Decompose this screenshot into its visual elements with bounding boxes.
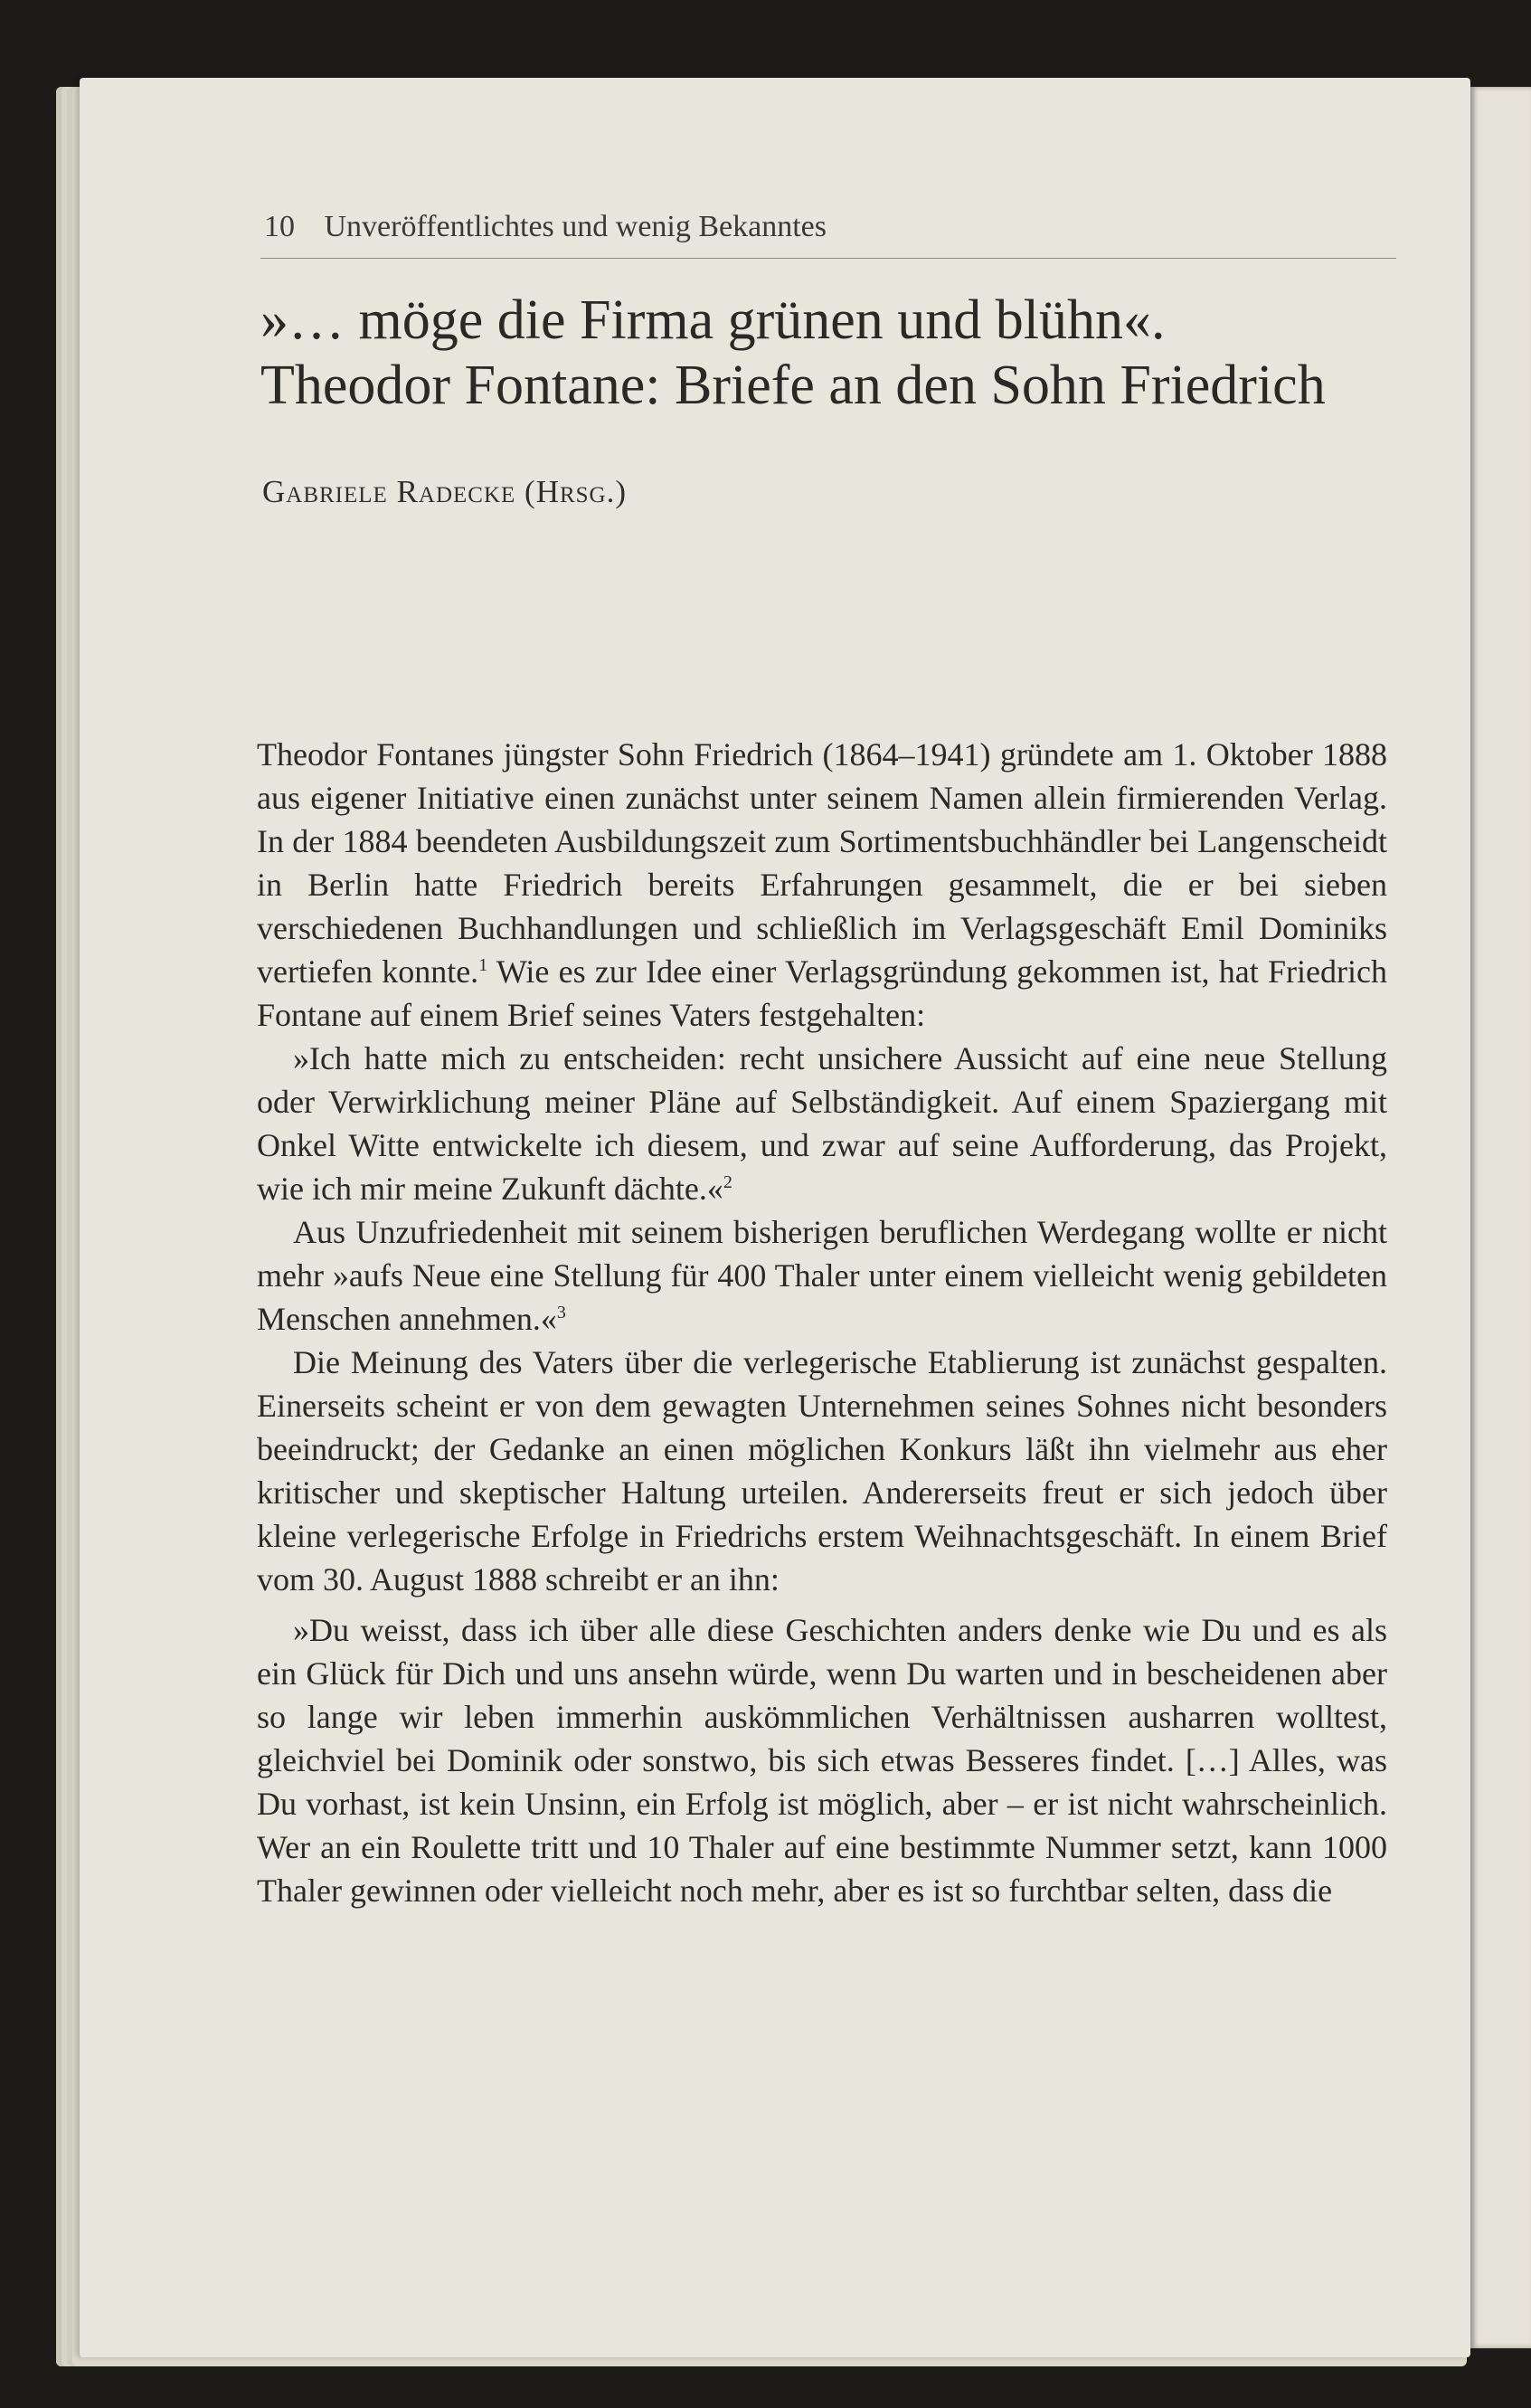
article-title xyxy=(260,288,1418,418)
author-role: (Hrsg.) xyxy=(525,474,628,509)
footnote-ref-1: 1 xyxy=(478,955,488,975)
author-line xyxy=(262,474,627,510)
quote-father-letter: »Du weisst, dass ich über alle diese Geschichten anders denke wie Du und es als ein Glück für Dich und uns ansehn würde, wenn Du warten und in bescheidenen aber so lange wir leben immerhin auskömmlichen Verhältnissen ausharren wolltest, gleichviel bei Dominik oder sonstwo, bis sich etwas Besseres findet. […] Alles, was Du vorhast, ist kein Unsinn, ein Erfolg ist möglich, aber – er ist nicht wahrscheinlich. Wer an ein Roulette tritt und 10 Thaler auf eine bestimmte Nummer setzt, kann 1000 Thaler gewinnen oder vielleicht noch mehr, aber es ist so furchtbar selten, dass die xyxy=(257,1612,1387,1909)
header-rule xyxy=(260,258,1396,259)
title-line-2: Theodor Fontane: Briefe an den Sohn Friedrich xyxy=(260,355,1326,416)
page-number: 10 xyxy=(264,210,295,243)
paragraph-father-opinion: Die Meinung des Vaters über die verlegerische Etablierung ist zunächst gespalten. Einerseits scheint er von dem gewagten Unternehmen seines Sohnes nicht besonders beeindruckt; der Gedanke an einen möglichen Konkurs läßt ihn vielmehr aus eher kritischer und skeptischer Haltung urteilen. Andererseits freut er sich jedoch über kleine verlegerische Erfolge in Friedrichs erstem Weihnachtsgeschäft. In einem Brief vom 30. August 1888 schreibt er an ihn: xyxy=(257,1344,1387,1597)
running-header xyxy=(264,210,1394,244)
footnote-ref-2: 2 xyxy=(723,1172,732,1192)
running-title: Unveröffentlichtes und wenig Bekanntes xyxy=(324,210,827,243)
quote-friedrich: »Ich hatte mich zu entscheiden: recht unsichere Aussicht auf eine neue Stellung oder Verwirklichung meiner Pläne auf Selbständigkeit. Auf einem Spaziergang mit Onkel Witte entwickelte ich diesem, und zwar auf seine Aufforderung, das Projekt, wie ich mir meine Zukunft dächte.«$^2$ xyxy=(257,1040,1387,1207)
author-name: Gabriele Radecke xyxy=(262,474,516,509)
paragraph-dissatisfaction: Aus Unzufriedenheit mit seinem bisherigen beruflichen Werdegang wollte er nicht mehr »aufs Neue eine Stellung für 400 Thaler unter einem vielleicht wenig gebildeten Menschen annehmen.«$^3$ xyxy=(257,1214,1387,1337)
title-line-1: »… möge die Firma grünen und blühn«. xyxy=(260,289,1166,351)
footnote-ref-3: 3 xyxy=(556,1303,566,1323)
paragraph-intro: Theodor Fontanes jüngster Sohn Friedrich (1864–1941) gründete am 1. Oktober 1888 aus eigener Initiative einen zunächst unter seinem Namen allein firmierenden Verlag. In der 1884 beendeten Ausbildungszeit zum Sortimentsbuchhändler bei Langenscheidt in Berlin hatte Friedrich bereits Erfahrungen gesammelt, die er bei sieben verschiedenen Buchhandlungen und schließlich im Verlagsgeschäft Emil Dominiks vertiefen konnte.$^1$ Wie es zur Idee einer Verlagsgründung gekommen ist, hat Friedrich Fontane auf einem Brief seines Vaters festgehalten: xyxy=(257,736,1387,1033)
body-text xyxy=(257,733,1387,1912)
facing-page-edge xyxy=(1470,87,1531,2348)
